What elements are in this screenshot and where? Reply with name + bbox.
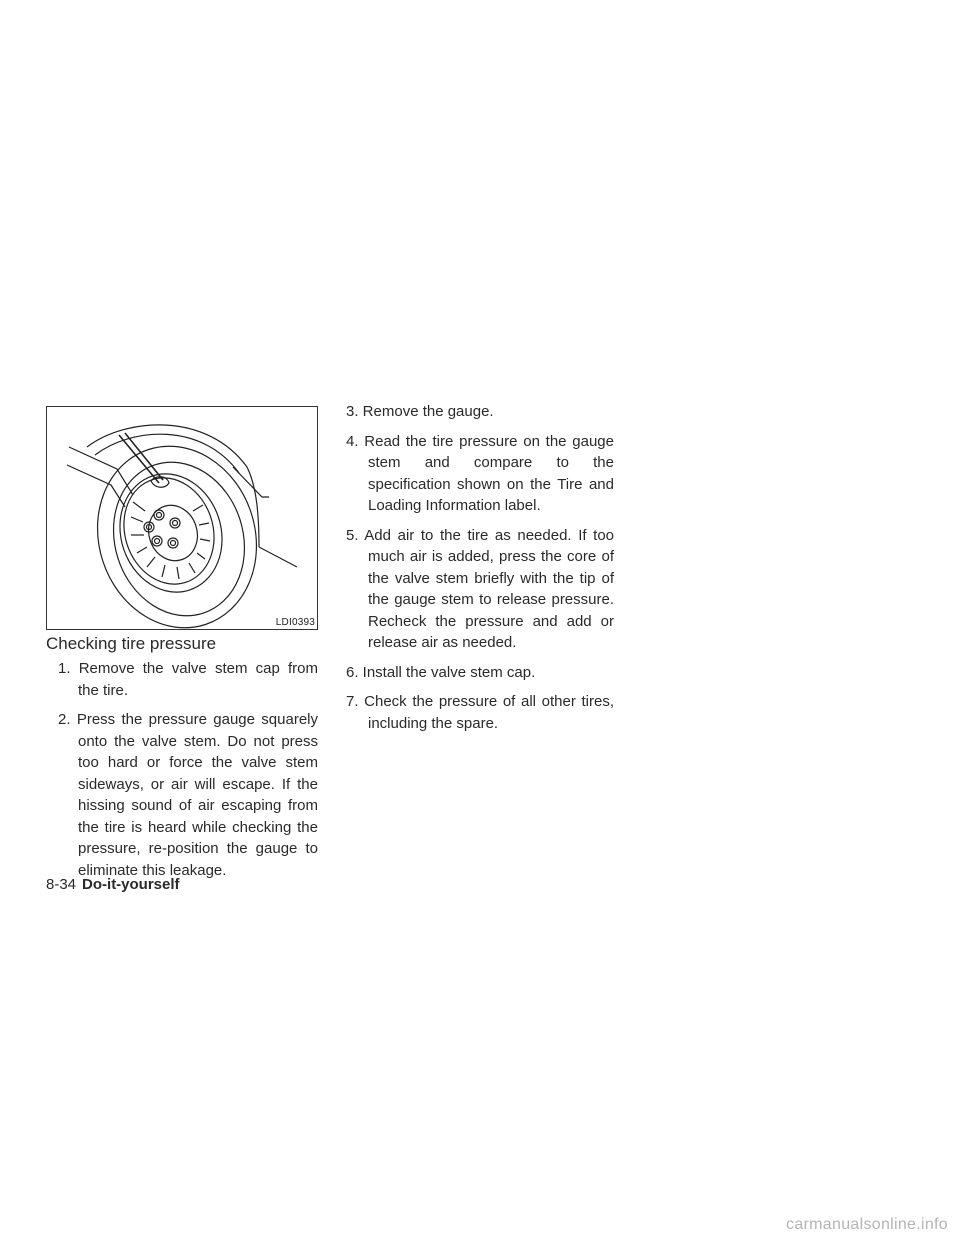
steps-list-right xyxy=(344,401,614,742)
list-item: 4. Read the tire pressure on the gauge stem and compare to the specification shown on the Tire and Loading Information label. xyxy=(346,432,614,514)
list-item: 5. Add air to the tire as needed. If too much air is added, press the core of the valve stem briefly with the tip of the gauge stem to release pressure. Recheck the pressure and add or release air as needed. xyxy=(346,526,614,651)
tire-gauge-illustration-icon xyxy=(47,407,317,629)
list-item: 7. Check the pressure of all other tires, including the spare. xyxy=(346,693,614,732)
section-heading: Checking tire pressure xyxy=(46,634,217,653)
steps-list-left xyxy=(52,658,318,889)
list-item: 6. Install the valve stem cap. xyxy=(346,663,536,681)
page-number: 8-34 xyxy=(46,876,77,893)
tire-pressure-figure xyxy=(46,406,318,630)
page-footer xyxy=(46,876,180,893)
list-item: 2. Press the pressure gauge squarely onto the valve stem. Do not press too hard or force the valve stem sideways, or air will escape. If the hissing sound of air escaping from the tire is heard while checking the pressure, re-position the gauge to eliminate this leakage. xyxy=(58,711,318,879)
list-item: 3. Remove the gauge. xyxy=(346,403,494,420)
footer-section-title: Do-it-yourself xyxy=(82,876,180,893)
figure-label: LDI0393 xyxy=(275,617,315,628)
watermark: carmanualsonline.info xyxy=(786,1216,948,1233)
list-item: 1. Remove the valve stem cap from the tire. xyxy=(58,660,318,699)
